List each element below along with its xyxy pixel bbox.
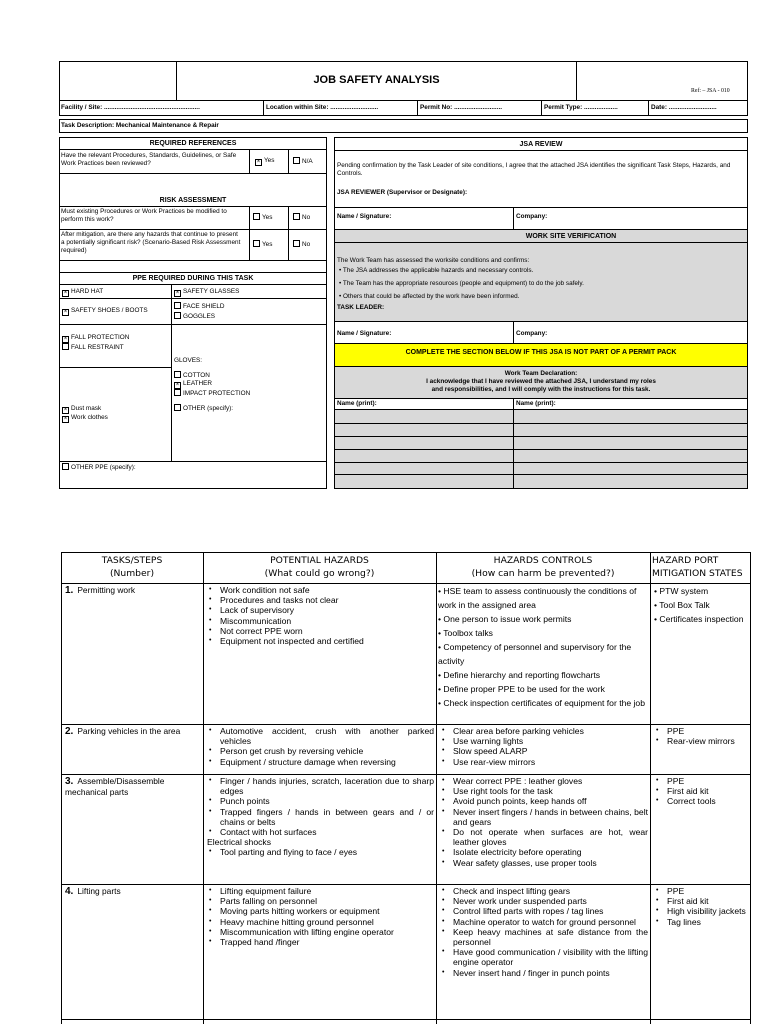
list-item: • Avoid punch points, keep hands off <box>439 796 648 806</box>
header-tasks: TASKS/STEPS (Number) <box>101 555 163 579</box>
list-item: • Person get crush by reversing vehicle <box>206 746 434 756</box>
ppe-work-clothes[interactable]: × Work clothes <box>63 414 108 422</box>
date-field[interactable]: Date: ........................... <box>651 104 717 111</box>
list-item: • Tag lines <box>653 917 749 927</box>
controls-list-2 <box>439 726 648 767</box>
list-item: • Lifting equipment failure <box>206 886 434 896</box>
list-item: • Have good communication / visibility with the lifting engine operator <box>439 947 648 967</box>
ppe-hard-hat[interactable]: × HARD HAT <box>63 288 104 296</box>
list-item: • Never insert hand / finger in punch points <box>439 968 648 978</box>
list-item: • First aid kit <box>653 786 749 796</box>
refs-yes[interactable]: × Yes <box>256 157 275 165</box>
mitigation-list-4 <box>653 886 749 927</box>
header-controls: HAZARDS CONTROLS (How can harm be prevented?) <box>471 555 615 579</box>
list-item: • PPE <box>653 886 749 896</box>
hazards-list-2 <box>206 726 434 767</box>
list-item: • Not correct PPE worn <box>206 626 434 636</box>
verification-intro: The Work Team has assessed the worksite conditions and confirms: <box>337 257 530 264</box>
hazards-list-3 <box>206 776 434 858</box>
list-item: • Wear correct PPE : leather gloves <box>439 776 648 786</box>
ppe-dust-mask[interactable]: × Dust mask <box>63 405 102 413</box>
ppe-fall-restraint[interactable]: FALL RESTRAINT <box>62 343 124 352</box>
permit-type-field[interactable]: Permit Type: ................... <box>544 104 618 111</box>
declaration-name-1: Name (print): <box>337 400 377 407</box>
reviewer-name-sig[interactable]: Name / Signature: <box>337 213 392 220</box>
header-mitigation: HAZARD PORT MITIGATION STATES <box>652 555 743 579</box>
list-item: • Control lifted parts with ropes / tag lines <box>439 906 648 916</box>
task-step-3: 3. Assemble/Disassemble mechanical parts <box>65 776 165 797</box>
list-item: • Contact with hot surfaces <box>206 827 434 837</box>
list-item: • Trapped hand /finger <box>206 937 434 947</box>
list-item: • Parts falling on personnel <box>206 896 434 906</box>
list-item: • Punch points <box>206 796 434 806</box>
list-item: • Machine operator to watch for ground personnel <box>439 917 648 927</box>
list-item: • Define hierarchy and reporting flowcharts <box>438 670 601 680</box>
list-item: • Use rear-view mirrors <box>439 757 648 767</box>
risk-q2-no[interactable]: No <box>293 240 310 249</box>
declaration-title: Work Team Declaration: <box>504 370 578 377</box>
ppe-safety-glasses[interactable]: × SAFETY GLASSES <box>175 288 240 296</box>
list-item: • Finger / hands injuries, scratch, laceration due to sharp edges <box>206 776 434 796</box>
ppe-title: PPE REQUIRED DURING THIS TASK <box>132 275 254 282</box>
ppe-impact[interactable]: IMPACT PROTECTION <box>174 389 250 398</box>
list-item: • Tool Box Talk <box>654 600 710 610</box>
verification-title: WORK SITE VERIFICATION <box>525 233 617 240</box>
list-item: • Equipment not inspected and certified <box>206 636 434 646</box>
controls-list-3 <box>439 776 648 868</box>
permit-pack-banner: COMPLETE THE SECTION BELOW IF THIS JSA IS NOT PART OF A PERMIT PACK <box>405 349 677 356</box>
risk-title: RISK ASSESSMENT <box>159 197 227 204</box>
controls-list-4 <box>439 886 648 978</box>
list-item: • Lack of supervisory <box>206 605 434 615</box>
refs-na[interactable]: N/A <box>293 157 313 166</box>
risk-q2: After mitigation, are there any hazards that continue to present a potentially significant risk? (Scenario-Based Risk Assessment required) <box>61 231 241 254</box>
list-item: • HSE team to assess continuously the conditions of work in the assigned area <box>438 586 637 610</box>
required-refs-title: REQUIRED REFERENCES <box>149 140 237 147</box>
list-item: • Wear safety glasses, use proper tools <box>439 858 648 868</box>
list-item: • Never insert fingers / hands in between chains, belt and gears <box>439 807 648 827</box>
mitigation-list-1 <box>654 584 748 626</box>
ppe-cotton[interactable]: COTTON <box>174 371 210 380</box>
list-item: • Check and inspect lifting gears <box>439 886 648 896</box>
refs-question: Have the relevant Procedures, Standards, Guidelines, or Safe Work Practices been reviewed? <box>61 152 237 167</box>
hazard-table <box>61 552 751 1024</box>
ppe-leather[interactable]: × LEATHER <box>175 380 213 388</box>
ppe-fall-protection[interactable]: × FALL PROTECTION <box>63 334 130 342</box>
list-item: • Use warning lights <box>439 736 648 746</box>
task-step-4: 4. Lifting parts <box>65 886 121 897</box>
list-item: • Equipment / structure damage when reversing <box>206 757 434 767</box>
list-item: • Correct tools <box>653 796 749 806</box>
list-item: • Procedures and tasks not clear <box>206 595 434 605</box>
list-item: • Rear-view mirrors <box>653 736 749 746</box>
declaration-line1: I acknowledge that I have reviewed the attached JSA, I understand my roles <box>426 378 656 385</box>
jsa-reviewer: JSA REVIEWER (Supervisor or Designate): <box>337 189 468 196</box>
list-item: • Work condition not safe <box>206 585 434 595</box>
list-item: • Moving parts hitting workers or equipment <box>206 906 434 916</box>
controls-list-1 <box>438 584 648 710</box>
mitigation-list-2 <box>653 726 749 746</box>
risk-q1-yes[interactable]: Yes <box>253 213 272 222</box>
list-item: • Isolate electricity before operating <box>439 847 648 857</box>
ppe-other-ppe[interactable]: OTHER PPE (specify): <box>62 463 136 472</box>
list-item: • Trapped fingers / hands in between gears and / or chains or belts <box>206 807 434 827</box>
list-item: • PTW system <box>654 586 709 596</box>
list-item: • Certificates inspection <box>654 614 744 624</box>
verification-item: • Others that could be affected by the work have been informed. <box>339 293 520 300</box>
list-item: • Clear area before parking vehicles <box>439 726 648 736</box>
list-item: • Do not operate when surfaces are hot, wear leather gloves <box>439 827 648 847</box>
task-step-1: 1. Permitting work <box>65 585 136 596</box>
worksite-verification-section <box>335 230 747 321</box>
leader-company[interactable]: Company: <box>516 330 548 337</box>
list-item: • Automotive accident, crush with another parked vehicles <box>206 726 434 746</box>
jsa-form <box>59 61 748 489</box>
header-hazards: POTENTIAL HAZARDS (What could go wrong?) <box>264 555 375 579</box>
list-item: • One person to issue work permits <box>438 614 572 624</box>
jsa-review-text: Pending confirmation by the Task Leader of site conditions, I agree that the attached JSA identifies the significant Task Steps, Hazards, and Controls. <box>337 162 731 177</box>
list-item: • First aid kit <box>653 896 749 906</box>
risk-q1: Must existing Procedures or Work Practices be modified to perform this work? <box>61 208 227 223</box>
list-item: • PPE <box>653 776 749 786</box>
verification-item: • The Team has the appropriate resources (people and equipment) to do the job safely. <box>339 280 584 287</box>
form-title: JOB SAFETY ANALYSIS <box>313 74 440 86</box>
list-item: • Toolbox talks <box>438 628 493 638</box>
task-description: Task Description: Mechanical Maintenance & Repair <box>61 122 219 129</box>
list-item: • Never work under suspended parts <box>439 896 648 906</box>
list-item: • Miscommunication <box>206 616 434 626</box>
hazards-list-1 <box>206 585 434 646</box>
ppe-face-shield[interactable]: FACE SHIELD <box>174 302 225 311</box>
hazards-list-4 <box>206 886 434 947</box>
declaration-line2: and responsibilities, and I will comply with the instructions for this task. <box>431 386 651 393</box>
permit-no-field[interactable]: Permit No: ........................... <box>420 104 503 111</box>
list-item: • High visibility jackets <box>653 906 749 916</box>
risk-q2-yes[interactable]: Yes <box>253 240 272 249</box>
jsa-review-title: JSA REVIEW <box>519 141 563 148</box>
list-item: • Define proper PPE to be used for the work <box>438 684 605 694</box>
reviewer-company[interactable]: Company: <box>516 213 548 220</box>
declaration-name-2: Name (print): <box>516 400 556 407</box>
verification-item: • The JSA addresses the applicable hazards and necessary controls. <box>339 267 534 274</box>
hazard-electrical: Electrical shocks <box>207 837 271 848</box>
list-item: • Use right tools for the task <box>439 786 648 796</box>
form-ref: Ref: – JSA - 010 <box>691 88 730 94</box>
ppe-gloves-label: GLOVES: <box>174 357 203 364</box>
list-item: • Check inspection certificates of equipment for the job <box>438 698 645 708</box>
task-step-2: 2. Parking vehicles in the area <box>65 726 181 737</box>
list-item: • Slow speed ALARP <box>439 746 648 756</box>
list-item: • Tool parting and flying to face / eyes <box>206 847 434 857</box>
risk-q1-no[interactable]: No <box>293 213 310 222</box>
task-leader: TASK LEADER: <box>337 304 385 311</box>
facility-field[interactable]: Facility / Site: ...................................................... <box>61 104 200 111</box>
leader-name-sig[interactable]: Name / Signature: <box>337 330 392 337</box>
mitigation-list-3 <box>653 776 749 807</box>
list-item: • PPE <box>653 726 749 736</box>
list-item: • Competency of personnel and supervisory for the activity <box>438 642 632 666</box>
ppe-shoes[interactable]: × SAFETY SHOES / BOOTS <box>63 307 148 315</box>
location-field[interactable]: Location within Site: ........................... <box>266 104 379 111</box>
list-item: • Heavy machine hitting ground personnel <box>206 917 434 927</box>
ppe-other[interactable]: OTHER (specify): <box>174 404 233 413</box>
list-item: • Keep heavy machines at safe distance from the personnel <box>439 927 648 947</box>
list-item: • Miscommunication with lifting engine operator <box>206 927 434 937</box>
ppe-goggles[interactable]: GOGGLES <box>174 312 215 321</box>
